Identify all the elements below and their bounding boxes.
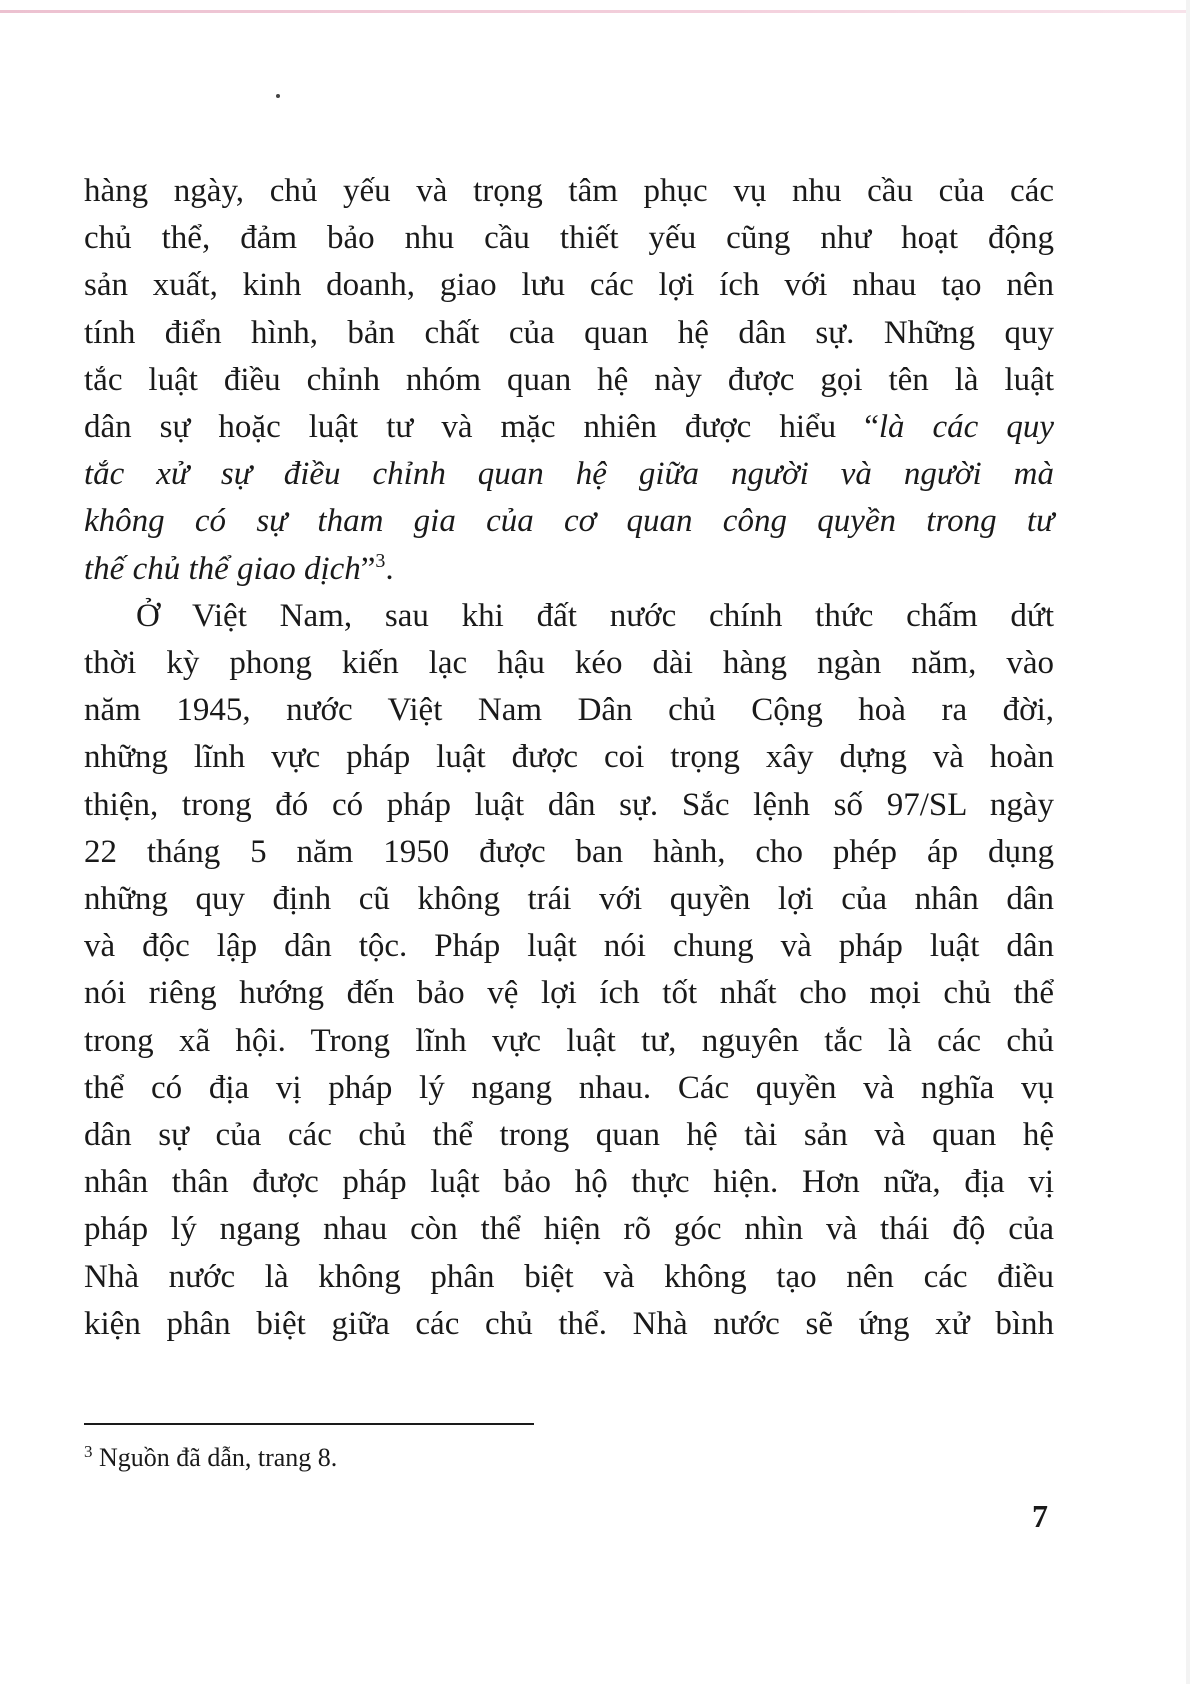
footnote [84,1442,337,1474]
page-edge [1186,0,1190,1684]
footnote-separator [84,1423,534,1425]
text-segment: dân sự hoặc luật tư và mặc nhiên được hiểu “ [84,409,879,446]
text-line: tắc luật điều chỉnh nhóm quan hệ này được gọi tên là luật [84,361,1054,398]
footnote-marker: 3 [84,1442,93,1461]
quote-italic: thế chủ thể giao dịch [84,550,361,587]
text-line: hàng ngày, chủ yếu và trọng tâm phục vụ nhu cầu của các [84,173,1054,209]
text-line: thể có địa vị pháp lý ngang nhau. Các quyền và nghĩa vụ [84,1069,1054,1106]
text-line: năm 1945, nước Việt Nam Dân chủ Cộng hoà ra đời, [84,692,1054,729]
scan-speck [276,94,280,98]
footnote-reference: 3 [375,549,386,572]
text-line: thời kỳ phong kiến lạc hậu kéo dài hàng ngàn năm, vào [84,645,1054,682]
quote-line [84,451,1054,498]
quote-italic: là các quy [878,409,1055,446]
top-border-line [0,10,1190,13]
footnote-text: Nguồn đã dẫn, trang 8. [99,1443,338,1472]
text-line: trong xã hội. Trong lĩnh vực luật tư, nguyên tắc là các chủ [84,1022,1054,1059]
quote-line [84,546,1054,593]
quote-italic: không có sự tham gia của cơ quan công quyền trong tư [84,503,1054,540]
closing-quote: ” [360,550,376,587]
text-line: và độc lập dân tộc. Pháp luật nói chung và pháp luật dân [84,928,1054,965]
text-line: Nhà nước là không phân biệt và không tạo nên các điều [84,1258,1054,1295]
text-line: Ở Việt Nam, sau khi đất nước chính thức chấm dứt [136,597,1054,634]
quote-line [84,498,1054,545]
text-line: những lĩnh vực pháp luật được coi trọng xây dựng và hoàn [84,739,1054,776]
quote-italic: tắc xử sự điều chỉnh quan hệ giữa người và người mà [84,456,1054,493]
text-line [84,404,1054,451]
period: . [385,550,394,587]
text-line: kiện phân biệt giữa các chủ thể. Nhà nước sẽ ứng xử bình [84,1305,1054,1342]
page-number: 7 [1032,1498,1048,1534]
text-line: dân sự của các chủ thể trong quan hệ tài sản và quan hệ [84,1117,1054,1154]
text-line: chủ thể, đảm bảo nhu cầu thiết yếu cũng như hoạt động [84,220,1054,257]
text-line: những quy định cũ không trái với quyền lợi của nhân dân [84,881,1054,918]
text-line: thiện, trong đó có pháp luật dân sự. Sắc lệnh số 97/SL ngày [84,786,1054,823]
text-line: nhân thân được pháp luật bảo hộ thực hiện. Hơn nữa, địa vị [84,1164,1054,1201]
text-line: pháp lý ngang nhau còn thể hiện rõ góc nhìn và thái độ của [84,1211,1054,1248]
text-line: nói riêng hướng đến bảo vệ lợi ích tốt nhất cho mọi chủ thể [84,975,1054,1012]
text-line: 22 tháng 5 năm 1950 được ban hành, cho phép áp dụng [84,833,1054,870]
text-line: sản xuất, kinh doanh, giao lưu các lợi ích với nhau tạo nên [84,267,1054,304]
text-line: tính điển hình, bản chất của quan hệ dân sự. Những quy [84,314,1054,351]
body-text [84,168,1054,1348]
